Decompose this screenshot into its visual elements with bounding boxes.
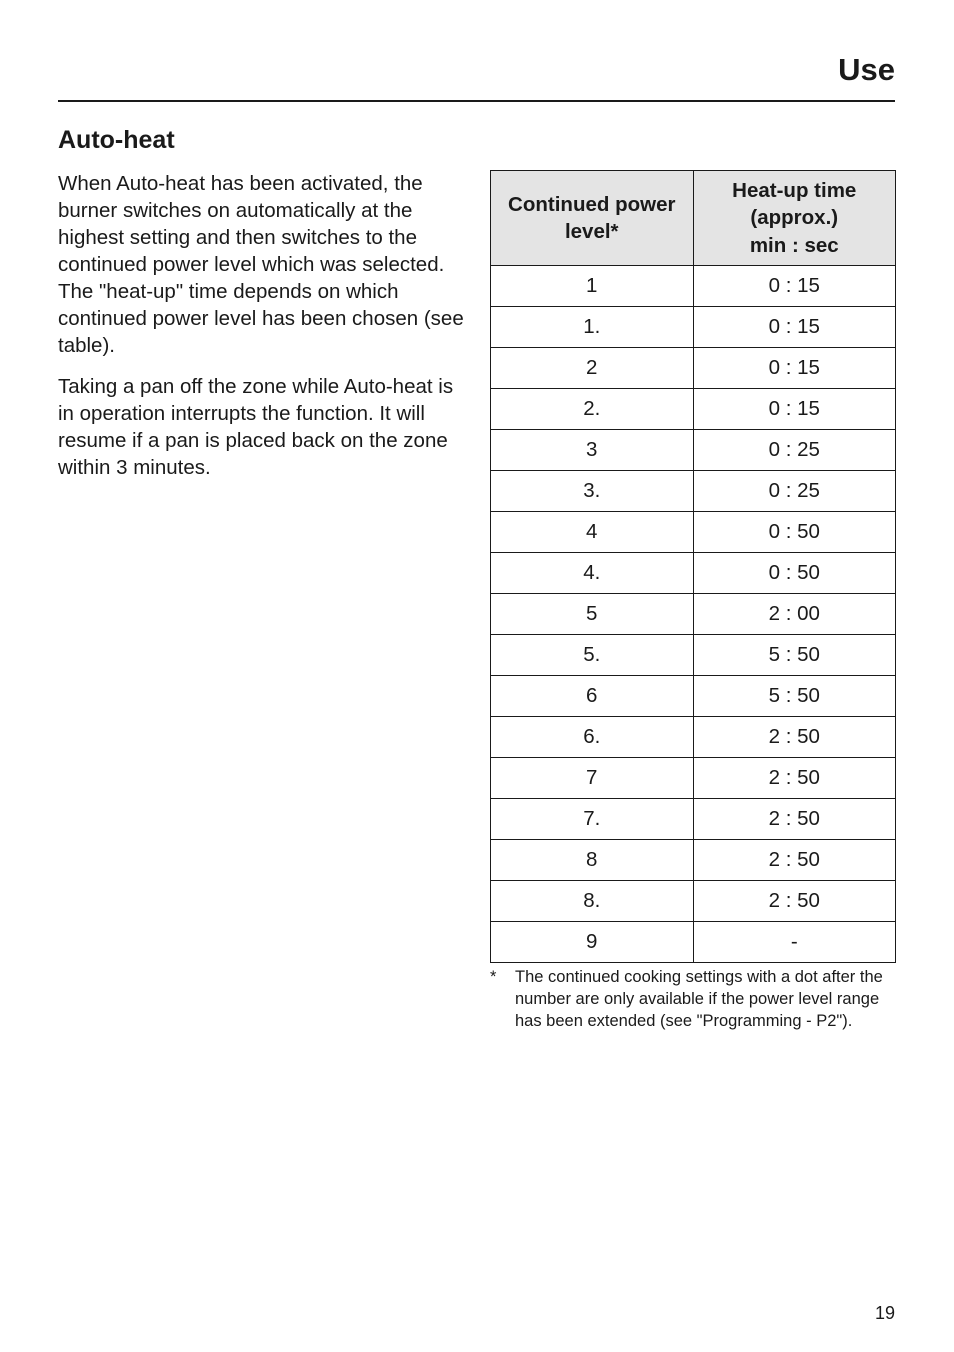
heat-up-time-cell: 0 : 15 bbox=[693, 307, 896, 348]
table-row bbox=[491, 799, 896, 840]
table-row bbox=[491, 635, 896, 676]
table-row bbox=[491, 266, 896, 307]
power-level-cell: 2. bbox=[491, 389, 694, 430]
table-row bbox=[491, 389, 896, 430]
power-level-cell: 2 bbox=[491, 348, 694, 389]
heat-up-time-cell: 5 : 50 bbox=[693, 676, 896, 717]
heat-up-time-cell: 5 : 50 bbox=[693, 635, 896, 676]
table-row bbox=[491, 676, 896, 717]
heat-up-time-cell: 2 : 50 bbox=[693, 881, 896, 922]
power-level-cell: 1. bbox=[491, 307, 694, 348]
heat-up-time-cell: 0 : 15 bbox=[693, 348, 896, 389]
page-title: Use bbox=[838, 52, 895, 87]
heat-up-time-cell: 2 : 00 bbox=[693, 594, 896, 635]
heat-up-time-cell: 2 : 50 bbox=[693, 840, 896, 881]
power-level-cell: 6 bbox=[491, 676, 694, 717]
column-header-power-level bbox=[491, 171, 694, 266]
heat-up-time-cell: 0 : 15 bbox=[693, 389, 896, 430]
heat-up-time-cell: 2 : 50 bbox=[693, 717, 896, 758]
column-header-heat-up-time-line2: (approx.) bbox=[750, 206, 839, 230]
paragraph-interrupt: Taking a pan off the zone while Auto-heat is in operation interrupts the function. It will resume if a pan is placed back on the zone within 3 minutes. bbox=[58, 375, 454, 479]
power-level-cell: 5. bbox=[491, 635, 694, 676]
table-row bbox=[491, 717, 896, 758]
footnote-marker: * bbox=[490, 968, 497, 986]
power-level-cell: 4 bbox=[491, 512, 694, 553]
power-level-cell: 6. bbox=[491, 717, 694, 758]
table-header-row bbox=[491, 171, 896, 266]
column-header-heat-up-time-line3: min : sec bbox=[749, 233, 839, 257]
power-level-cell: 8. bbox=[491, 881, 694, 922]
heat-up-time-cell: 2 : 50 bbox=[693, 758, 896, 799]
column-header-power-level-line2: level* bbox=[564, 220, 619, 243]
heat-up-time-cell: 0 : 50 bbox=[693, 553, 896, 594]
power-level-cell: 7 bbox=[491, 758, 694, 799]
table-footnote bbox=[490, 966, 890, 1032]
heat-up-table-container bbox=[490, 170, 896, 963]
column-header-power-level-line1: Continued power bbox=[508, 192, 676, 216]
heat-up-time-cell: 2 : 50 bbox=[693, 799, 896, 840]
heat-up-time-cell: - bbox=[693, 922, 896, 963]
heat-up-time-cell: 0 : 50 bbox=[693, 512, 896, 553]
section-title: Auto-heat bbox=[58, 126, 175, 154]
table-row bbox=[491, 307, 896, 348]
body-text bbox=[58, 170, 468, 495]
table-row bbox=[491, 553, 896, 594]
power-level-cell: 4. bbox=[491, 553, 694, 594]
power-level-cell: 3 bbox=[491, 430, 694, 471]
table-row bbox=[491, 840, 896, 881]
page-number: 19 bbox=[874, 1303, 895, 1323]
heat-up-time-cell: 0 : 25 bbox=[693, 430, 896, 471]
table-body bbox=[491, 266, 896, 963]
power-level-cell: 1 bbox=[491, 266, 694, 307]
table-row bbox=[491, 512, 896, 553]
table-row bbox=[491, 471, 896, 512]
page-header bbox=[58, 48, 895, 102]
table-row bbox=[491, 430, 896, 471]
heat-up-time-cell: 0 : 25 bbox=[693, 471, 896, 512]
power-level-cell: 8 bbox=[491, 840, 694, 881]
heat-up-time-cell: 0 : 15 bbox=[693, 266, 896, 307]
column-header-heat-up-time-line1: Heat-up time bbox=[732, 178, 857, 202]
table-row bbox=[491, 594, 896, 635]
heat-up-table bbox=[490, 170, 896, 963]
footnote-text: The continued cooking settings with a dot after the number are only available if the power level range has been extended (see "Programming - P2"). bbox=[515, 968, 883, 1030]
power-level-cell: 5 bbox=[491, 594, 694, 635]
power-level-cell: 7. bbox=[491, 799, 694, 840]
paragraph-intro: When Auto-heat has been activated, the burner switches on automatically at the highest setting and then switches to the continued power level which was selected. The "heat-up" time depends on which continued power level has been chosen (see table). bbox=[58, 172, 464, 357]
table-row bbox=[491, 348, 896, 389]
power-level-cell: 3. bbox=[491, 471, 694, 512]
table-row bbox=[491, 758, 896, 799]
power-level-cell: 9 bbox=[491, 922, 694, 963]
table-row bbox=[491, 881, 896, 922]
column-header-heat-up-time bbox=[693, 171, 896, 266]
table-row bbox=[491, 922, 896, 963]
